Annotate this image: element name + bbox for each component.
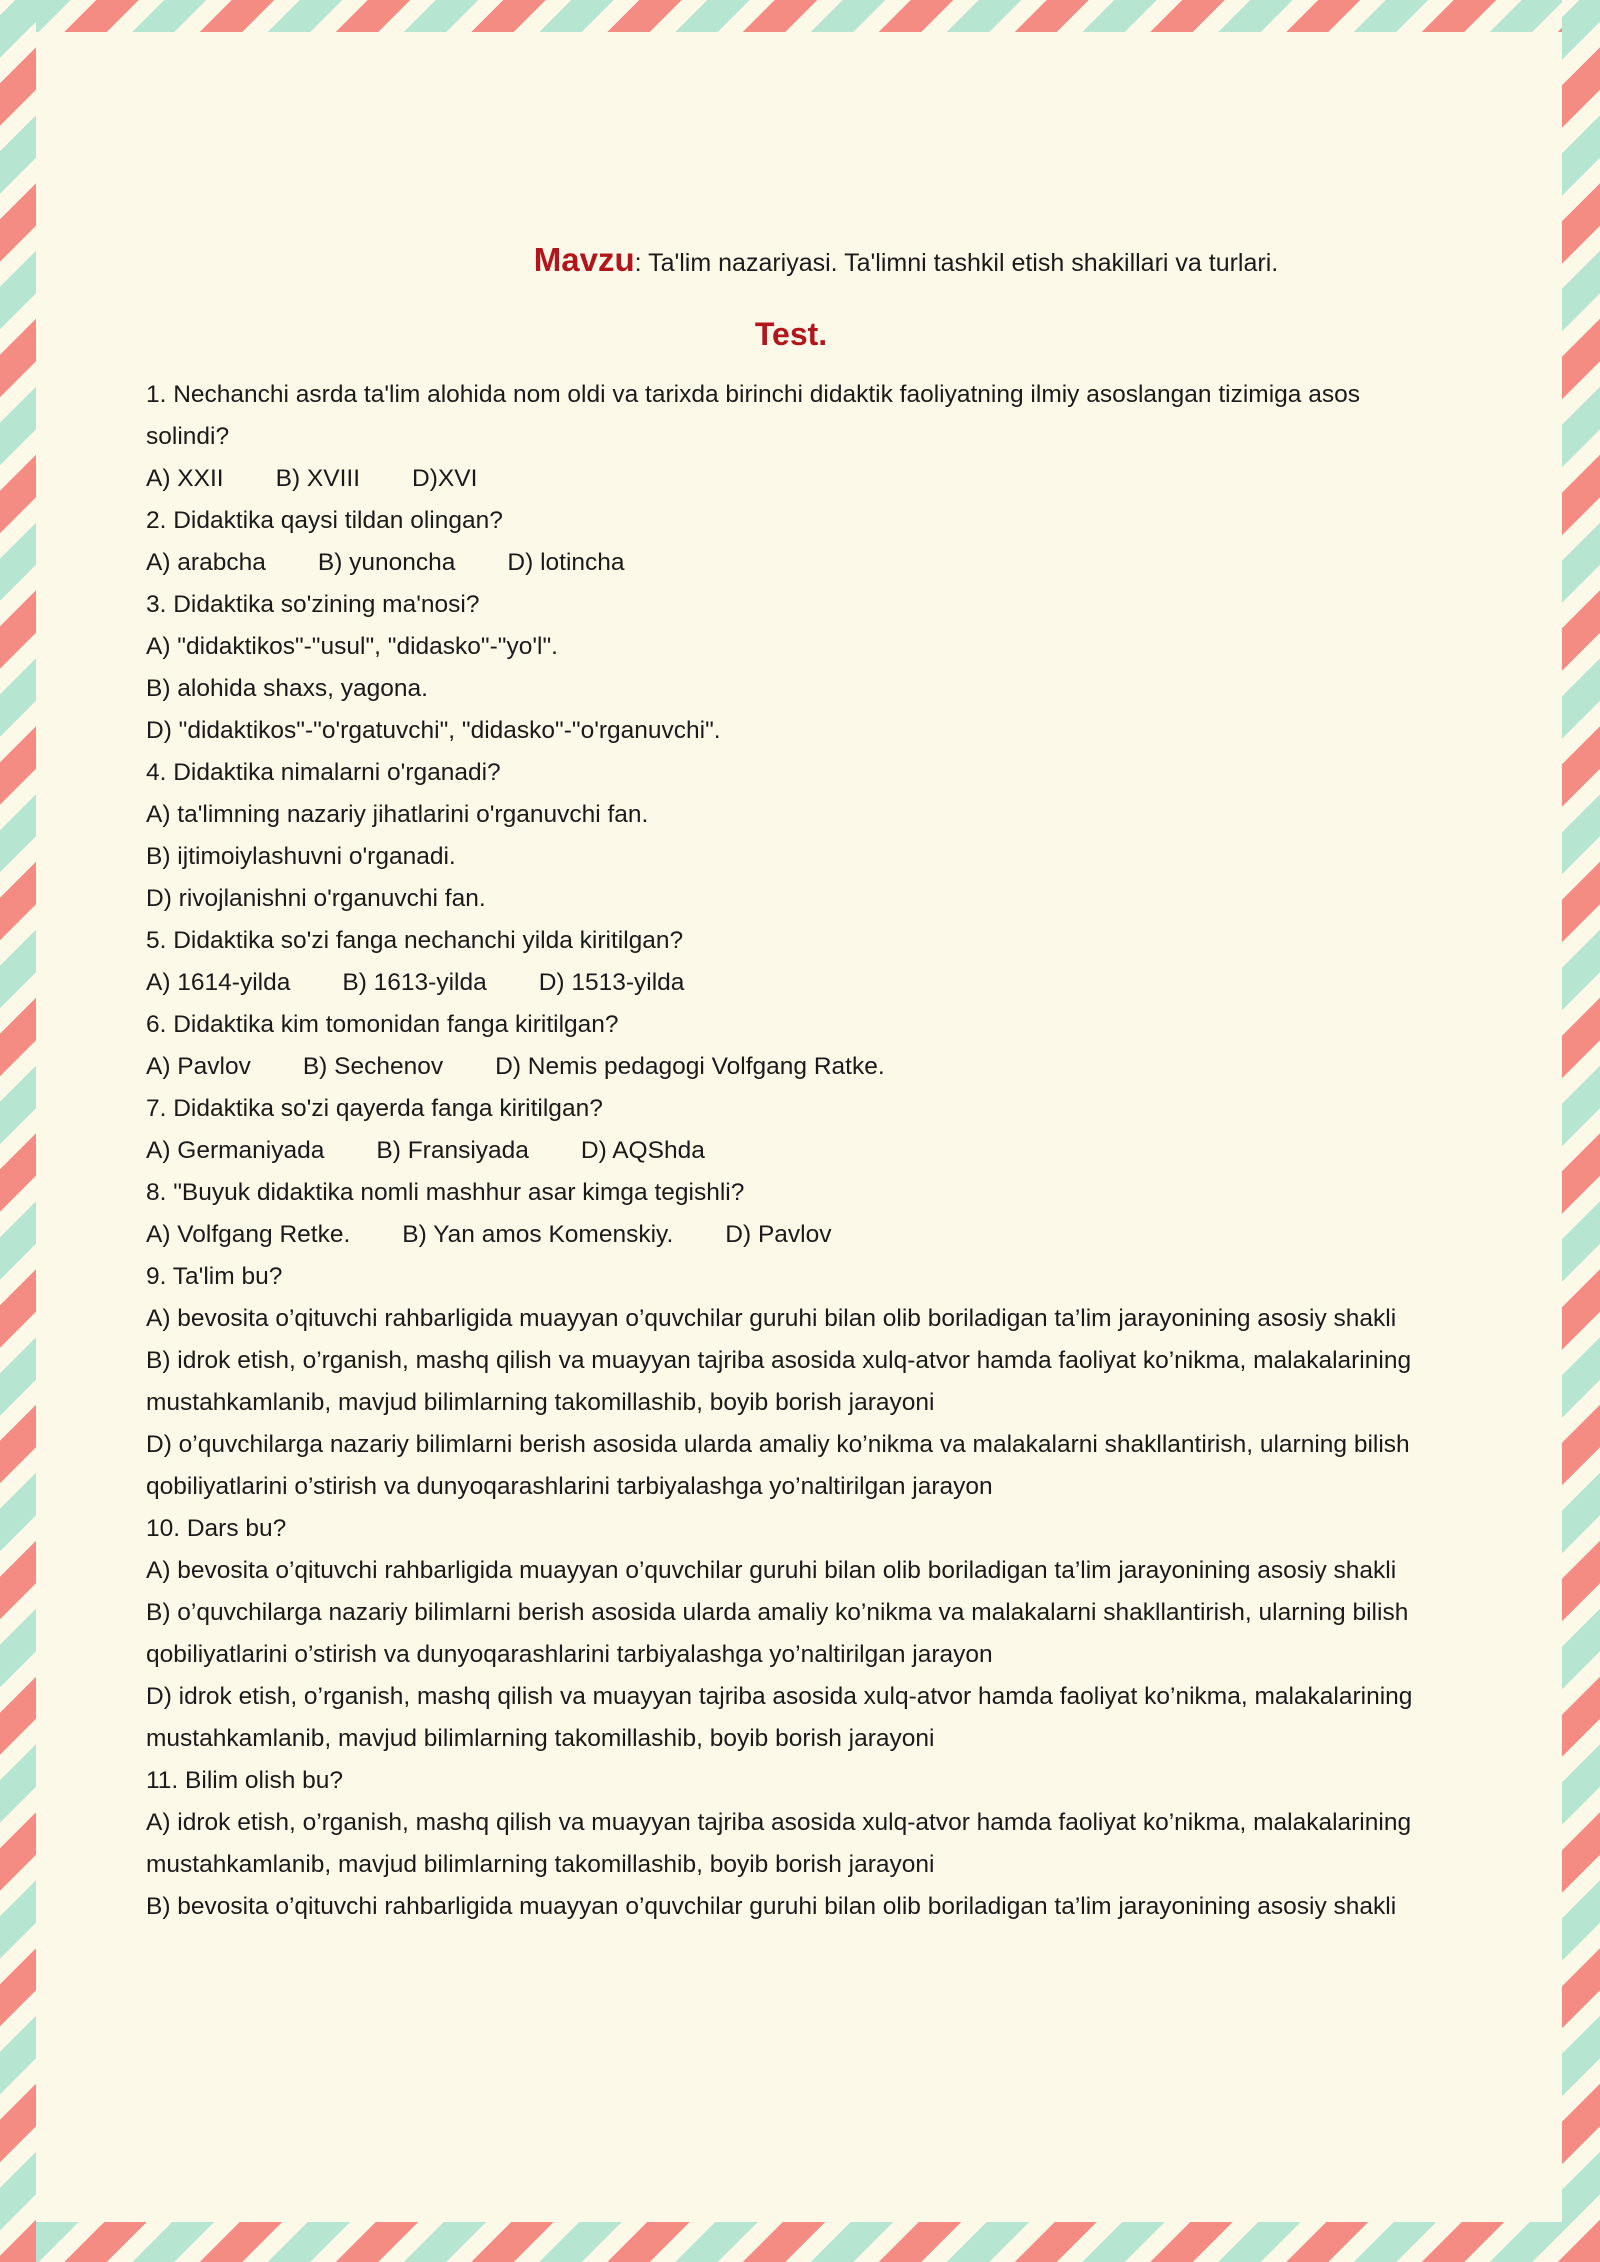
document-content	[146, 220, 1436, 1928]
answer-options	[146, 1214, 1436, 1256]
question-text: 8. "Buyuk didaktika nomli mashhur asar kimga tegishli?	[146, 1179, 745, 1206]
question-item	[146, 374, 1436, 500]
question-item	[146, 1508, 1436, 1760]
answer-option: B) idrok etish, o’rganish, mashq qilish va muayyan tajriba asosida xulq-atvor hamda faoliyat ko’nikma, malakalarining mustahkamlanib, mavjud bilimlarning takomillashib, boyib borish jarayoni	[146, 1347, 1412, 1416]
airmail-border-left	[0, 0, 36, 2262]
question-item	[146, 1256, 1436, 1508]
answer-option: D) Pavlov	[725, 1221, 832, 1248]
answer-option: A) ta'limning nazariy jihatlarini o'rganuvchi fan.	[146, 801, 649, 828]
answer-option: D) "didaktikos"-"o'rgatuvchi", "didasko"-"o'rganuvchi".	[146, 717, 721, 744]
answer-option: A) "didaktikos"-"usul", "didasko"-"yo'l".	[146, 633, 558, 660]
answer-option: A) bevosita o’qituvchi rahbarligida muayyan o’quvchilar guruhi bilan olib boriladigan ta’lim jarayonining asosiy shakli	[146, 1557, 1397, 1584]
answer-option: B) alohida shaxs, yagona.	[146, 675, 428, 702]
question-item	[146, 500, 1436, 584]
answer-option: A) arabcha	[146, 549, 266, 576]
answer-option: D) lotincha	[507, 549, 625, 576]
answer-option: A) Pavlov	[146, 1053, 251, 1080]
answer-options	[146, 542, 1436, 584]
answer-option: D) 1513-yilda	[538, 969, 685, 996]
airmail-border-bottom	[0, 2222, 1600, 2262]
question-text: 10. Dars bu?	[146, 1515, 287, 1542]
answer-option: D) o’quvchilarga nazariy bilimlarni berish asosida ularda amaliy ko’nikma va malakalarni shakllantirish, ularning bilish qobiliyatlarini o’stirish va dunyoqarashlarini tarbiyalashga yo’naltirilgan jarayon	[146, 1431, 1410, 1500]
answer-option: D) Nemis pedagogi Volfgang Ratke.	[495, 1053, 885, 1080]
question-list	[146, 374, 1436, 1928]
question-item	[146, 584, 1436, 752]
question-item	[146, 1088, 1436, 1172]
answer-option: B) o’quvchilarga nazariy bilimlarni berish asosida ularda amaliy ko’nikma va malakalarni shakllantirish, ularning bilish qobiliyatlarini o’stirish va dunyoqarashlarini tarbiyalashga yo’naltirilgan jarayon	[146, 1599, 1409, 1668]
question-text: 3. Didaktika so'zining ma'nosi?	[146, 591, 480, 618]
question-text: 4. Didaktika nimalarni o'rganadi?	[146, 759, 501, 786]
answer-option: B) yunoncha	[317, 549, 456, 576]
answer-option: B) Fransiyada	[376, 1137, 529, 1164]
answer-option: A) idrok etish, o’rganish, mashq qilish va muayyan tajriba asosida xulq-atvor hamda faoliyat ko’nikma, malakalarining mustahkamlanib, mavjud bilimlarning takomillashib, boyib borish jarayoni	[146, 1809, 1412, 1878]
question-item	[146, 752, 1436, 920]
test-title: Test.	[754, 316, 828, 352]
question-text: 9. Ta'lim bu?	[146, 1263, 283, 1290]
topic-text: : Ta'lim nazariyasi. Ta'limni tashkil etish shakillari va turlari.	[634, 249, 1279, 277]
answer-options	[146, 458, 1436, 500]
answer-option: B) bevosita o’qituvchi rahbarligida muayyan o’quvchilar guruhi bilan olib boriladigan ta’lim jarayonining asosiy shakli	[146, 1893, 1397, 1920]
airmail-border-top	[0, 0, 1600, 32]
question-text: 2. Didaktika qaysi tildan olingan?	[146, 507, 503, 534]
answer-option: A) Germaniyada	[146, 1137, 325, 1164]
airmail-border-right	[1562, 0, 1600, 2262]
answer-option: B) XVIII	[275, 465, 361, 492]
answer-option: D)XVI	[412, 465, 478, 492]
question-item	[146, 1760, 1436, 1928]
answer-option: D) idrok etish, o’rganish, mashq qilish va muayyan tajriba asosida xulq-atvor hamda faoliyat ko’nikma, malakalarining mustahkamlanib, mavjud bilimlarning takomillashib, boyib borish jarayoni	[146, 1683, 1413, 1752]
question-text: 6. Didaktika kim tomonidan fanga kiritilgan?	[146, 1011, 619, 1038]
answer-options	[146, 962, 1436, 1004]
answer-options	[146, 1130, 1436, 1172]
question-item	[146, 920, 1436, 1004]
answer-option: A) Volfgang Retke.	[146, 1221, 351, 1248]
answer-option: B) Yan amos Komenskiy.	[402, 1221, 674, 1248]
answer-option: D) rivojlanishni o'rganuvchi fan.	[146, 885, 486, 912]
question-text: 7. Didaktika so'zi qayerda fanga kiritilgan?	[146, 1095, 603, 1122]
topic-heading	[146, 230, 1436, 290]
answer-option: B) Sechenov	[302, 1053, 444, 1080]
answer-option: B) ijtimoiylashuvni o'rganadi.	[146, 843, 456, 870]
question-item	[146, 1004, 1436, 1088]
question-text: 5. Didaktika so'zi fanga nechanchi yilda kiritilgan?	[146, 927, 684, 954]
answer-option: A) 1614-yilda	[146, 969, 291, 996]
answer-option: B) 1613-yilda	[342, 969, 487, 996]
answer-option: D) AQShda	[580, 1137, 705, 1164]
question-text: 1. Nechanchi asrda ta'lim alohida nom oldi va tarixda birinchi didaktik faoliyatning ilmiy asoslangan tizimiga asos solindi?	[146, 381, 1360, 450]
answer-options	[146, 1046, 1436, 1088]
question-item	[146, 1172, 1436, 1256]
answer-option: A) XXII	[146, 465, 224, 492]
question-text: 11. Bilim olish bu?	[146, 1767, 344, 1794]
answer-option: A) bevosita o’qituvchi rahbarligida muayyan o’quvchilar guruhi bilan olib boriladigan ta’lim jarayonining asosiy shakli	[146, 1305, 1397, 1332]
topic-label: Mavzu	[533, 241, 635, 278]
